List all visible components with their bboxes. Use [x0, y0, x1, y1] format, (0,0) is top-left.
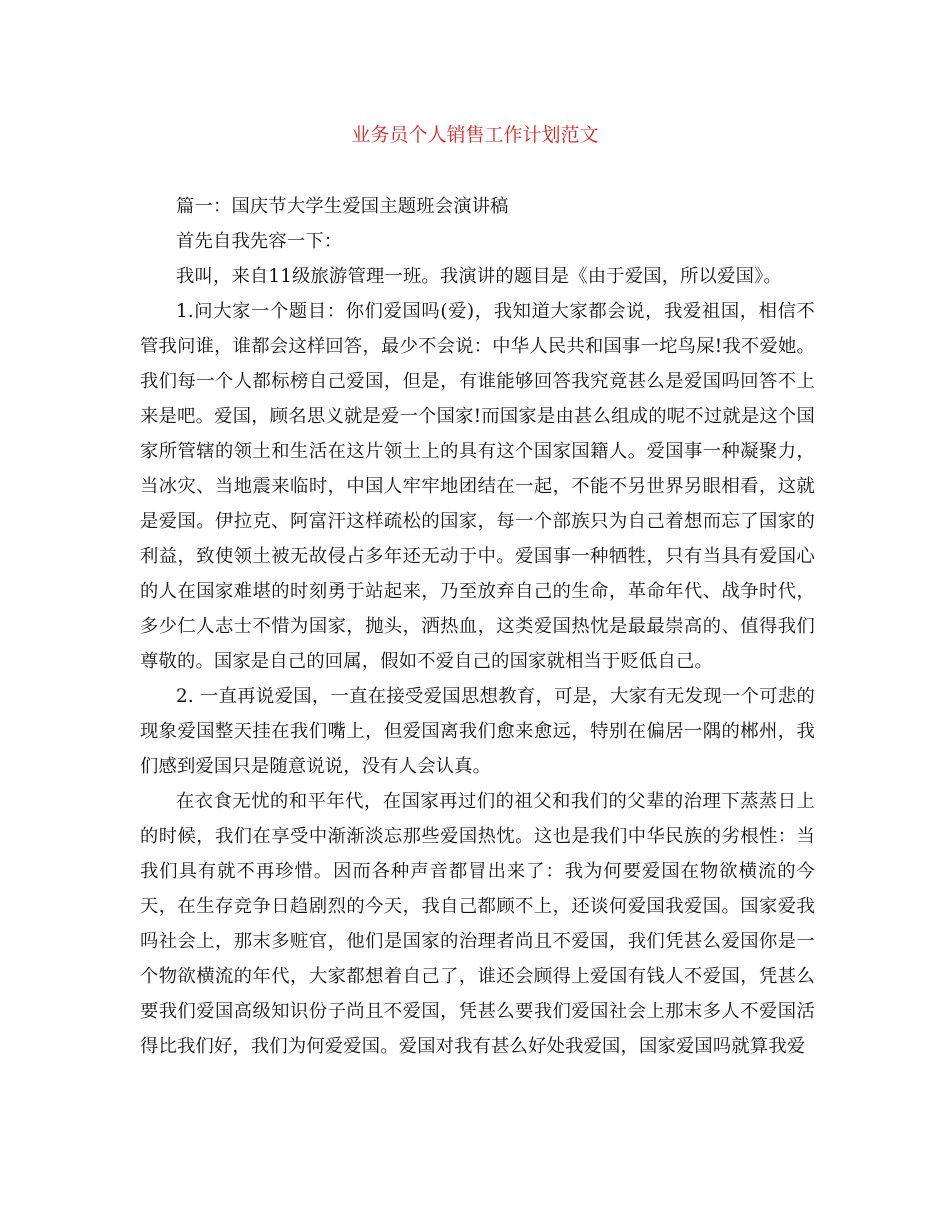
paragraph-point-2: 2. 一直再说爱国，一直在接受爱国思想教育，可是，大家有无发现一个可悲的现象爱国整天挂在我们嘴上，但爱国离我们愈来愈远，特别在偏居一隅的郴州，我们感到爱国只是随意说说，没有人会认真。: [140, 686, 815, 777]
paragraph-intro: 首先自我先容一下：: [176, 231, 343, 252]
paragraph-point-1: 1.问大家一个题目：你们爱国吗(爱)，我知道大家都会说，我爱祖国，相信不管我问谁，谁都会这样回答，最少不会说：中华人民共和国事一坨鸟屎!我不爱她。我们每一个人都标榜自己爱国，但是，有谁能够回答我究竟甚么是爱国吗回答不上来是吧。爱国，顾名思义就是爱一个国家!而国家是由甚么组成的呢不过就是这个国家所管辖的领土和生活在这片领土上的具有这个国家国籍人。爱国事一种凝聚力，当冰灾、当地震来临时，中国人牢牢地团结在一起，不能不另世界另眼相看，这就是爱国。伊拉克、阿富汗这样疏松的国家，每一个部族只为自己着想而忘了国家的利益，致使领土被无故侵占多年还无动于中。爱国事一种牺牲，只有当具有爱国心的人在国家难堪的时刻勇于站起来，乃至放弃自己的生命，革命年代、战争时代，多少仁人志士不惜为国家，抛头，洒热血，这类爱国热忱是最最崇高的、值得我们尊敬的。国家是自己的回属，假如不爱自己的国家就相当于贬低自己。: [140, 301, 815, 672]
paragraph-peace-era: 在衣食无忧的和平年代，在国家再过们的祖父和我们的父辈的治理下蒸蒸日上的时候，我们在享受中渐渐淡忘那些爱国热忱。这也是我们中华民族的劣根性：当我们具有就不再珍惜。因而各种声音都冒出来了：我为何要爱国在物欲横流的今天，在生存竞争日趋剧烈的今天，我自己都顾不上，还谈何爱国我爱国。国家爱我吗社会上，那末多赃官，他们是国家的治理者尚且不爱国，我们凭甚么爱国你是一个物欲横流的年代，大家都想着自己了，谁还会顾得上爱国有钱人不爱国，凭甚么要我们爱国高级知识份子尚且不爱国，凭甚么要我们爱国社会上那末多人不爱国活得比我们好，我们为何爱爱国。爱国对我有甚么好处我爱国，国家爱国吗就算我爱: [140, 791, 815, 1057]
document-body: [140, 189, 815, 1064]
paragraph-self-intro: 我叫，来自11级旅游管理一班。我演讲的题目是《由于爱国，所以爱国》。: [176, 266, 782, 287]
document-title: 业务员个人销售工作计划范文: [351, 124, 599, 146]
paragraph-section-heading: 篇一：国庆节大学生爱国主题班会演讲稿: [176, 196, 509, 217]
